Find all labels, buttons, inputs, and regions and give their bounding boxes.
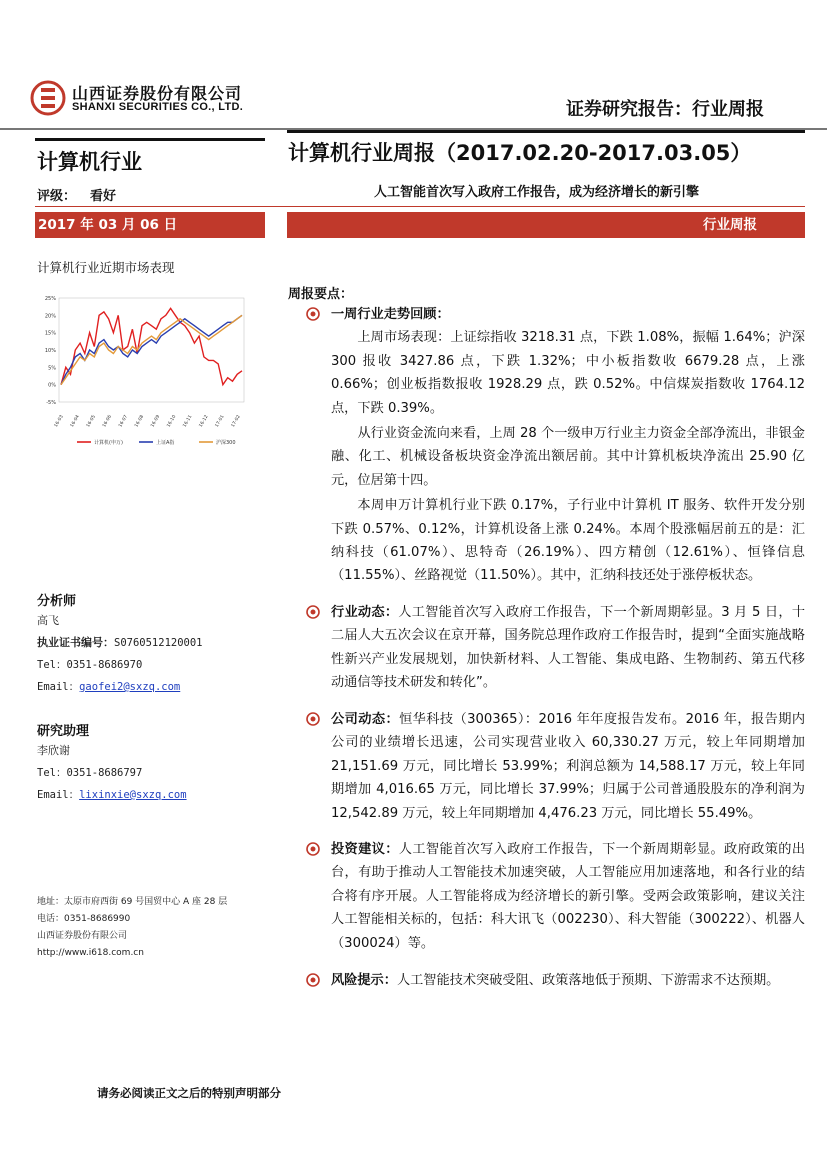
section-heading: 投资建议： <box>331 842 399 857</box>
x-tick-label: 16-12 <box>198 414 210 429</box>
assistant-name: 李欣谢 <box>37 744 70 757</box>
y-tick-label: 10% <box>44 348 56 354</box>
bullet-icon <box>305 306 321 322</box>
section-text: 人工智能首次写入政府工作报告，下一个新周期彰显。3 月 5 日，十二届人大五次会议在京开幕，国务院总理作政府工作报告时，提到“全面实施战略性新兴产业发展规划，加快新材料、人工智能、集成电路、生物制药、第五代移动通信等技术研发和转化”。 <box>331 605 806 691</box>
section-paragraph: 上周市场表现：上证综指收 3218.31 点，下跌 1.08%，振幅 1.64%；沪深 300 报收 3427.86 点，下跌 1.32%；中小板指数收 6679.28 点，上涨 0.66%；创业板指数报收 1928.29 点，跌 0.52%。中信煤炭指数收 1764.12 点，下跌 0.39%。 <box>331 330 805 416</box>
market-performance-chart <box>37 290 252 460</box>
assistant-tel: Tel：0351-8686797 <box>37 767 143 779</box>
x-tick-label: 16-03 <box>53 414 65 429</box>
company-footer: 山西证券股份有限公司 <box>37 931 128 941</box>
y-tick-label: 15% <box>44 330 56 337</box>
bullet-icon <box>305 604 321 620</box>
report-category: 行业周报 <box>703 217 757 233</box>
section-paragraph: 从行业资金流向来看，上周 28 个一级申万行业主力资金全部净流出，非银金融、化工、机械设备板块资金净流出额居前。其中计算机板块净流出 25.90 亿元，位居第十四。 <box>331 426 805 488</box>
analyst-email-link[interactable]: gaofei2@sxzq.com <box>79 681 181 693</box>
section-text: 人工智能首次写入政府工作报告，下一个新周期彰显。政府政策的出台，有助于推动人工智能技术加速突破，人工智能应用加速落地，和各行业的结合将有序开展。人工智能将成为经济增长的新引擎。受两会政策影响，建议关注人工智能相关标的，包括：科大讯飞（002230）、科大智能（300222）、机器人（300024）等。 <box>331 842 806 951</box>
section-heading: 公司动态： <box>331 712 400 727</box>
date-bar-left <box>35 212 265 238</box>
key-points-heading: 周报要点： <box>288 287 354 302</box>
left-top-rule <box>35 138 265 141</box>
section-company-news <box>305 708 805 825</box>
section-text: 人工智能技术突破受阻、政策落地低于预期、下游需求不达预期。 <box>396 973 780 988</box>
y-tick-label: 20% <box>44 313 56 320</box>
cert-label: 执业证书编号： <box>37 636 114 649</box>
legend-label: 沪深300 <box>216 440 236 446</box>
rating <box>37 185 116 204</box>
analyst-email-line <box>37 679 180 694</box>
x-tick-label: 16-10 <box>166 414 178 429</box>
x-tick-label: 16-06 <box>102 414 114 429</box>
x-tick-label: 16-08 <box>134 414 146 429</box>
phone: 电话：0351-8686990 <box>37 914 131 924</box>
page-subtitle: 人工智能首次写入政府工作报告，成为经济增长的新引擎 <box>374 185 700 200</box>
x-tick-label: 16-05 <box>86 414 97 429</box>
assistant-email-link[interactable]: lixinxie@sxzq.com <box>79 789 187 801</box>
y-tick-label: -5% <box>46 400 56 406</box>
date-bar-rule <box>35 206 805 207</box>
cert-line <box>37 634 203 650</box>
website[interactable]: http://www.i618.com.cn <box>37 948 144 958</box>
section-industry-news <box>305 601 805 695</box>
bullet-icon <box>305 841 321 857</box>
series-line <box>61 308 242 384</box>
bullet-icon <box>305 972 321 988</box>
x-tick-label: 16-11 <box>182 414 194 429</box>
y-tick-label: 25% <box>44 296 56 302</box>
company-name-en: SHANXI SECURITIES CO., LTD. <box>72 101 244 113</box>
analyst-name: 高飞 <box>37 614 59 627</box>
plot-area <box>59 298 244 402</box>
x-tick-label: 17-01 <box>214 414 226 429</box>
y-tick-label: 0% <box>48 382 56 389</box>
date-bar-right <box>287 212 805 238</box>
section-text: 恒华科技（300365）：2016 年年度报告发布。2016 年，报告期内公司的业绩增长迅速，公司实现营业收入 60,330.27 万元，较上年同期增加 21,151.69 万元，同比增长 53.99%；利润总额为 14,588.17 万元，较上年同期增加 4,016.65 万元，同比增长 37.99%；归属于公司普通股股东的净利润为 12,542.89 万元，较上年同期增加 4,476.23 万元，同比增长 55.49%。 <box>331 712 806 821</box>
x-tick-label: 16-04 <box>69 414 81 429</box>
right-top-rule <box>287 130 805 133</box>
section-investment-advice <box>305 838 805 955</box>
company-logo-icon <box>30 80 66 116</box>
chart-title: 计算机行业近期市场表现 <box>37 260 175 275</box>
page-title: 计算机行业周报（2017.02.20-2017.03.05） <box>288 141 752 165</box>
assistant-email-line <box>37 787 187 802</box>
report-type: 证券研究报告：行业周报 <box>566 99 764 120</box>
assistant-email-label: Email： <box>37 789 80 801</box>
report-date: 2017 年 03 月 06 日 <box>38 217 178 233</box>
x-tick-label: 16-09 <box>150 414 162 429</box>
analyst-email-label: Email： <box>37 681 80 693</box>
y-tick-label: 5% <box>48 365 56 372</box>
rating-value: 看好 <box>90 189 117 204</box>
bullet-icon <box>305 711 321 727</box>
address: 地址：太原市府西街 69 号国贸中心 A 座 28 层 <box>37 897 228 907</box>
legend-label: 上证A指 <box>156 440 175 446</box>
section-heading: 风险提示： <box>331 973 397 988</box>
section-market-review <box>305 303 805 588</box>
cert-number: S0760512120001 <box>114 637 203 649</box>
x-tick-label: 17-02 <box>230 414 242 429</box>
analyst-heading: 分析师 <box>37 594 77 609</box>
section-heading: 行业动态： <box>331 605 399 620</box>
footer-disclaimer: 请务必阅读正文之后的特别声明部分 <box>97 1086 281 1100</box>
x-tick-label: 16-07 <box>118 414 130 429</box>
legend-label: 计算机(申万) <box>94 440 123 446</box>
sector-name: 计算机行业 <box>37 150 142 174</box>
analyst-tel: Tel：0351-8686970 <box>37 659 143 671</box>
section-risk-warning <box>305 969 805 992</box>
company-name-cn: 山西证券股份有限公司 <box>72 84 243 103</box>
section-heading: 一周行业走势回顾： <box>331 307 450 322</box>
assistant-heading: 研究助理 <box>37 724 90 739</box>
section-paragraph: 本周申万计算机行业下跌 0.17%，子行业中计算机 IT 服务、软件开发分别下跌 0.57%、0.12%，计算机设备上涨 0.24%。本周个股涨幅居前五的是：汇纳科技（61.07%）、思特奇（26.19%）、四方精创（12.61%）、恒锋信息（11.55%）、丝路视觉（11.50%）。其中，汇纳科技还处于涨停板状态。 <box>331 498 805 584</box>
rating-label: 评级： <box>37 189 77 204</box>
